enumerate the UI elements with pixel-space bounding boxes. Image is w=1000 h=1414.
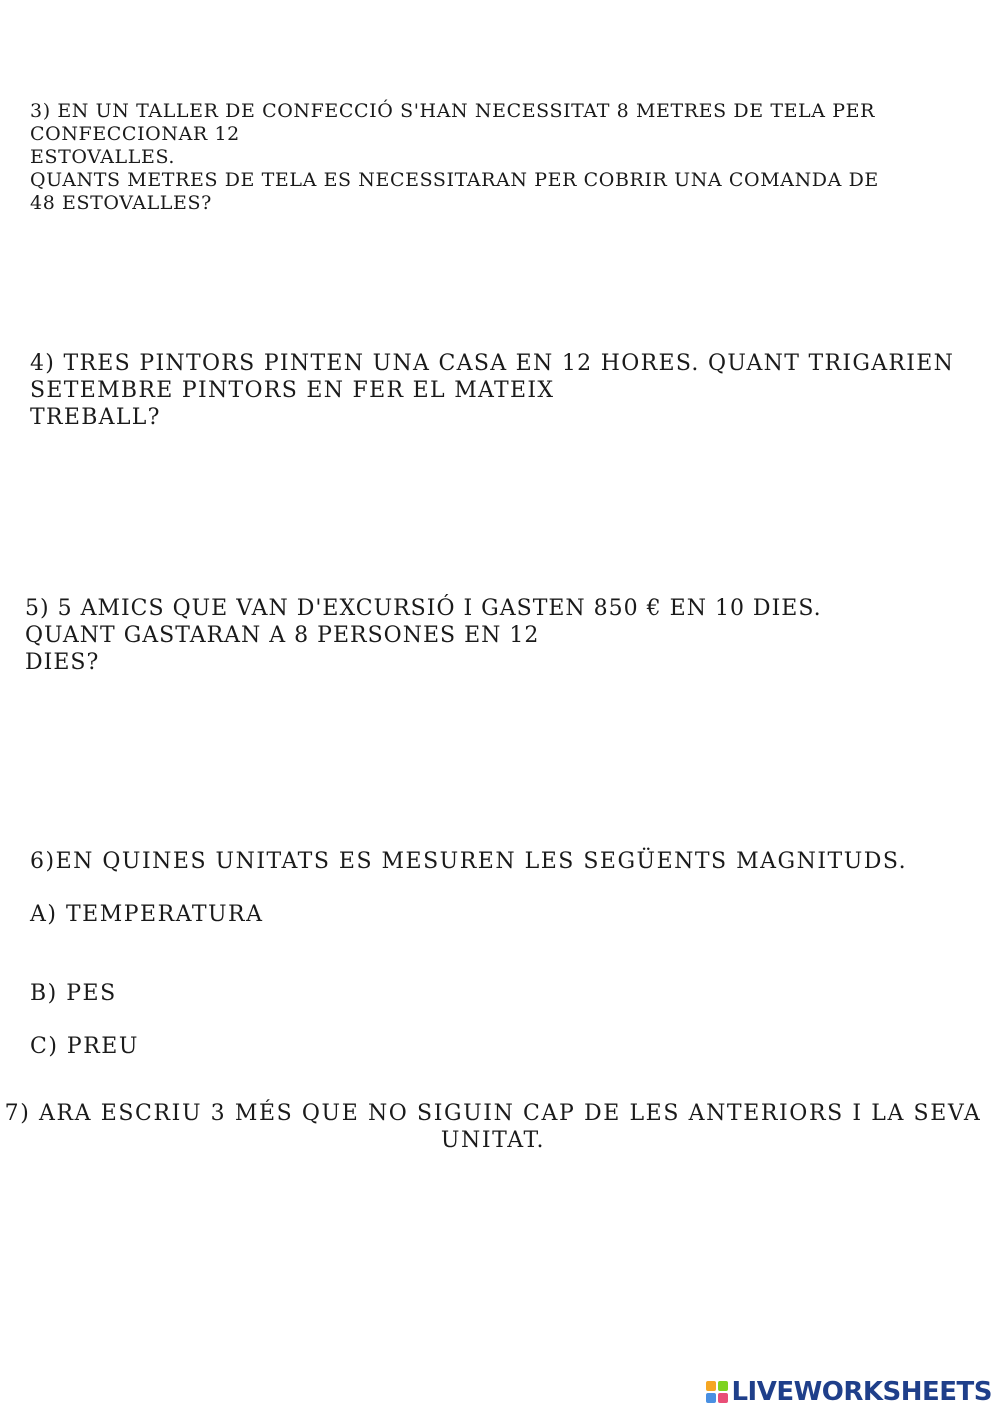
logo-square <box>718 1393 728 1403</box>
question-4-line: TREBALL? <box>30 405 161 430</box>
question-7-line: 7) ARA ESCRIU 3 MÉS QUE NO SIGUIN CAP DE LES ANTERIORS I LA SEVA <box>4 1101 982 1126</box>
question-3-line: CONFECCIONAR 12 <box>30 123 240 145</box>
question-7-line: UNITAT. <box>440 1128 546 1153</box>
question-4 <box>30 350 954 431</box>
liveworksheets-wordmark: LIVEWORKSHEETS <box>731 1377 992 1407</box>
logo-square <box>706 1381 716 1391</box>
question-3-line: 48 ESTOVALLES? <box>30 192 212 214</box>
question-4-line: SETEMBRE PINTORS EN FER EL MATEIX <box>30 378 555 403</box>
logo-square <box>718 1381 728 1391</box>
question-5 <box>25 595 822 676</box>
question-7 <box>0 1100 986 1154</box>
question-4-line: 4) TRES PINTORS PINTEN UNA CASA EN 12 HORES. QUANT TRIGARIEN <box>30 351 955 376</box>
question-3-line: ESTOVALLES. <box>30 146 176 168</box>
question-5-line: 5) 5 AMICS QUE VAN D'EXCURSIÓ I GASTEN 850 € EN 10 DIES. <box>25 596 822 621</box>
question-5-line: QUANT GASTARAN A 8 PERSONES EN 12 <box>25 623 540 648</box>
question-5-line: DIES? <box>25 650 100 675</box>
question-6-item-c: C) PREU <box>30 1034 139 1059</box>
question-3-line: QUANTS METRES DE TELA ES NECESSITARAN PER COBRIR UNA COMANDA DE <box>30 169 879 191</box>
question-6-title: 6)EN QUINES UNITATS ES MESUREN LES SEGÜENTS MAGNITUDS. <box>30 849 908 874</box>
liveworksheets-logo-icon <box>706 1381 728 1403</box>
question-6-item-a: A) TEMPERATURA <box>30 902 264 927</box>
liveworksheets-watermark <box>706 1378 992 1406</box>
question-3-line: 3) EN UN TALLER DE CONFECCIÓ S'HAN NECESSITAT 8 METRES DE TELA PER <box>30 100 875 122</box>
question-3 <box>30 100 879 215</box>
question-6-item-b: B) PES <box>30 981 117 1006</box>
logo-square <box>706 1393 716 1403</box>
